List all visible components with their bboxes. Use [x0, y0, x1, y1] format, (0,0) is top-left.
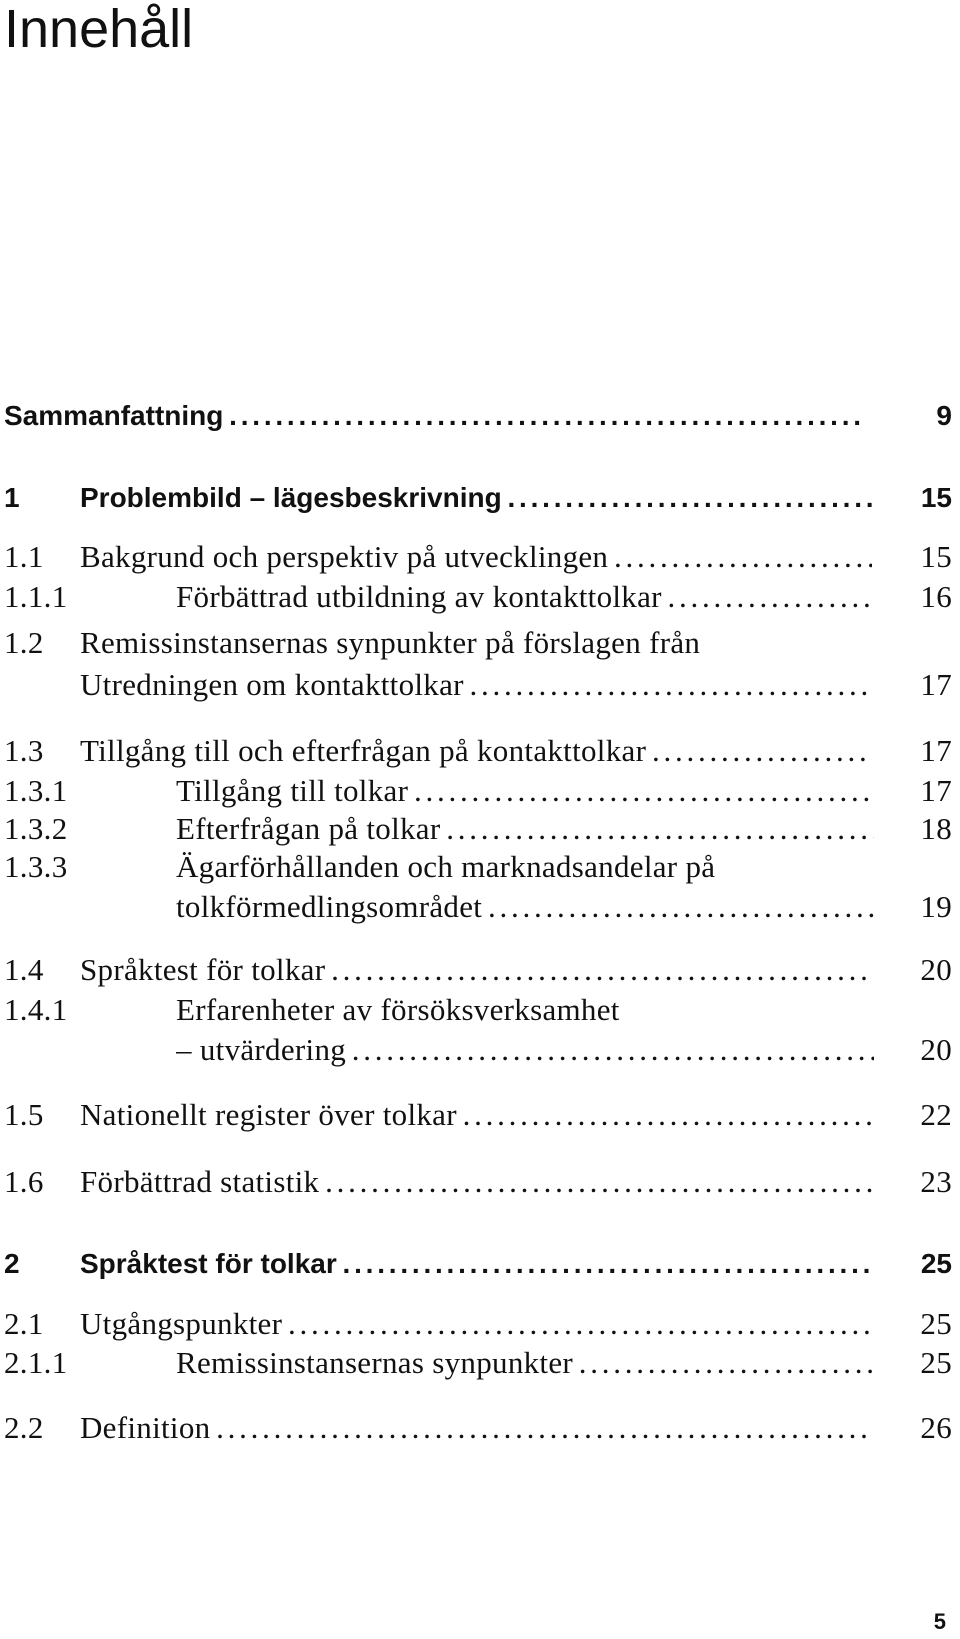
- toc-entry-number: 1.1.1: [4, 579, 68, 614]
- toc-entry-page: 25: [920, 1248, 952, 1279]
- toc-entry-text-line-1: Remissinstansernas synpunkter på förslagen från: [80, 625, 701, 660]
- toc-entry-number: 2.1.1: [4, 1345, 68, 1380]
- toc-entry-number: 1.6: [4, 1164, 44, 1199]
- toc-entry-page: 17: [920, 733, 952, 768]
- toc-entry-section-2-1[interactable]: [0, 1304, 960, 1344]
- toc-entry-section-1-3[interactable]: [0, 731, 960, 771]
- page-title: Innehåll: [4, 0, 194, 59]
- toc-entry-text: Förbättrad statistik . . .: [80, 1162, 872, 1202]
- toc-entry-section-1-1-1[interactable]: [0, 577, 960, 617]
- toc-entry-text: Utgångspunkter . . .: [80, 1304, 872, 1344]
- toc-entry-text: Problembild – lägesbeskrivning . . .: [80, 478, 872, 518]
- toc-entry-page: 20: [920, 1032, 952, 1067]
- toc-entry-number: 1.2: [4, 625, 44, 660]
- toc-entry-page: 15: [920, 482, 952, 513]
- toc-entry-text-line-2: tolkförmedlingsområdet . . .: [176, 887, 874, 927]
- toc-entry-number: 1.1: [4, 539, 44, 574]
- toc-entry-number: 1.3.2: [4, 811, 68, 846]
- toc-entry-number: 1.4.1: [4, 992, 68, 1027]
- toc-entry-section-1-2-continued[interactable]: [0, 665, 960, 705]
- toc-entry-section-1-3-2[interactable]: [0, 809, 960, 849]
- toc-entry-chapter-2[interactable]: [0, 1244, 960, 1284]
- toc-entry-page: 26: [920, 1410, 952, 1445]
- toc-entry-text: Definition . . .: [80, 1408, 872, 1448]
- toc-entry-text: Bakgrund och perspektiv på utvecklingen . . .: [80, 537, 872, 577]
- toc-entry-text-line-1: Erfarenheter av försöksverksamhet: [176, 992, 620, 1027]
- toc-entry-text: Remissinstansernas synpunkter . . .: [176, 1343, 874, 1383]
- toc-entry-section-1-4-1[interactable]: [0, 990, 960, 1030]
- toc-entry-page: 23: [920, 1164, 952, 1199]
- toc-entry-number: 1.4: [4, 952, 44, 987]
- page-number: 5: [933, 1609, 946, 1634]
- toc-entry-number: 2.2: [4, 1410, 44, 1445]
- toc-entry-page: 9: [936, 400, 952, 431]
- toc-entry-text-line-2: Utredningen om kontakttolkar . . .: [80, 665, 872, 705]
- toc-entry-text: Sammanfattning . . .: [4, 396, 860, 436]
- toc-entry-page: 17: [920, 773, 952, 808]
- toc-entry-section-1-4-1-continued[interactable]: [0, 1030, 960, 1070]
- toc-entry-page: 25: [920, 1345, 952, 1380]
- toc-entry-section-1-4[interactable]: [0, 950, 960, 990]
- toc-entry-page: 19: [920, 889, 952, 924]
- toc-entry-page: 16: [920, 579, 952, 614]
- toc-entry-text: Tillgång till och efterfrågan på kontakttolkar . . .: [80, 731, 872, 771]
- toc-entry-section-1-3-3-continued[interactable]: [0, 887, 960, 927]
- toc-entry-number: 1.5: [4, 1097, 44, 1132]
- toc-entry-number: 1.3.1: [4, 773, 68, 808]
- toc-entry-page: 25: [920, 1306, 952, 1341]
- toc-entry-text: Efterfrågan på tolkar . . .: [176, 809, 874, 849]
- toc-entry-text: Språktest för tolkar . . .: [80, 1244, 872, 1284]
- toc-entry-section-2-1-1[interactable]: [0, 1343, 960, 1383]
- toc-entry-section-2-2[interactable]: [0, 1408, 960, 1448]
- toc-entry-section-1-5[interactable]: [0, 1095, 960, 1135]
- toc-entry-number: 2: [4, 1248, 20, 1279]
- toc-entry-number: 1.3: [4, 733, 44, 768]
- toc-entry-page: 15: [920, 539, 952, 574]
- toc-entry-section-1-6[interactable]: [0, 1162, 960, 1202]
- toc-entry-text: Språktest för tolkar . . .: [80, 950, 872, 990]
- toc-entry-text-line-2: – utvärdering . . .: [176, 1030, 874, 1070]
- toc-entry-page: 20: [920, 952, 952, 987]
- toc-entry-page: 17: [920, 667, 952, 702]
- toc-entry-chapter-1[interactable]: [0, 478, 960, 518]
- toc-entry-number: 1.3.3: [4, 849, 68, 884]
- toc-entry-section-1-1[interactable]: [0, 537, 960, 577]
- toc-entry-page: 18: [920, 811, 952, 846]
- toc-entry-text: Nationellt register över tolkar . . .: [80, 1095, 872, 1135]
- toc-entry-section-1-3-1[interactable]: [0, 771, 960, 811]
- toc-entry-number: 1: [4, 482, 20, 513]
- toc-entry-text: Förbättrad utbildning av kontakttolkar . . .: [176, 577, 874, 617]
- toc-entry-page: 22: [920, 1097, 952, 1132]
- toc-entry-text-line-1: Ägarförhållanden och marknadsandelar på: [176, 849, 716, 884]
- toc-entry-section-1-2[interactable]: [0, 623, 960, 663]
- toc-entry-section-1-3-3[interactable]: [0, 847, 960, 887]
- toc-entry-sammanfattning[interactable]: [0, 396, 960, 436]
- toc-entry-text: Tillgång till tolkar . . .: [176, 771, 874, 811]
- toc-entry-number: 2.1: [4, 1306, 44, 1341]
